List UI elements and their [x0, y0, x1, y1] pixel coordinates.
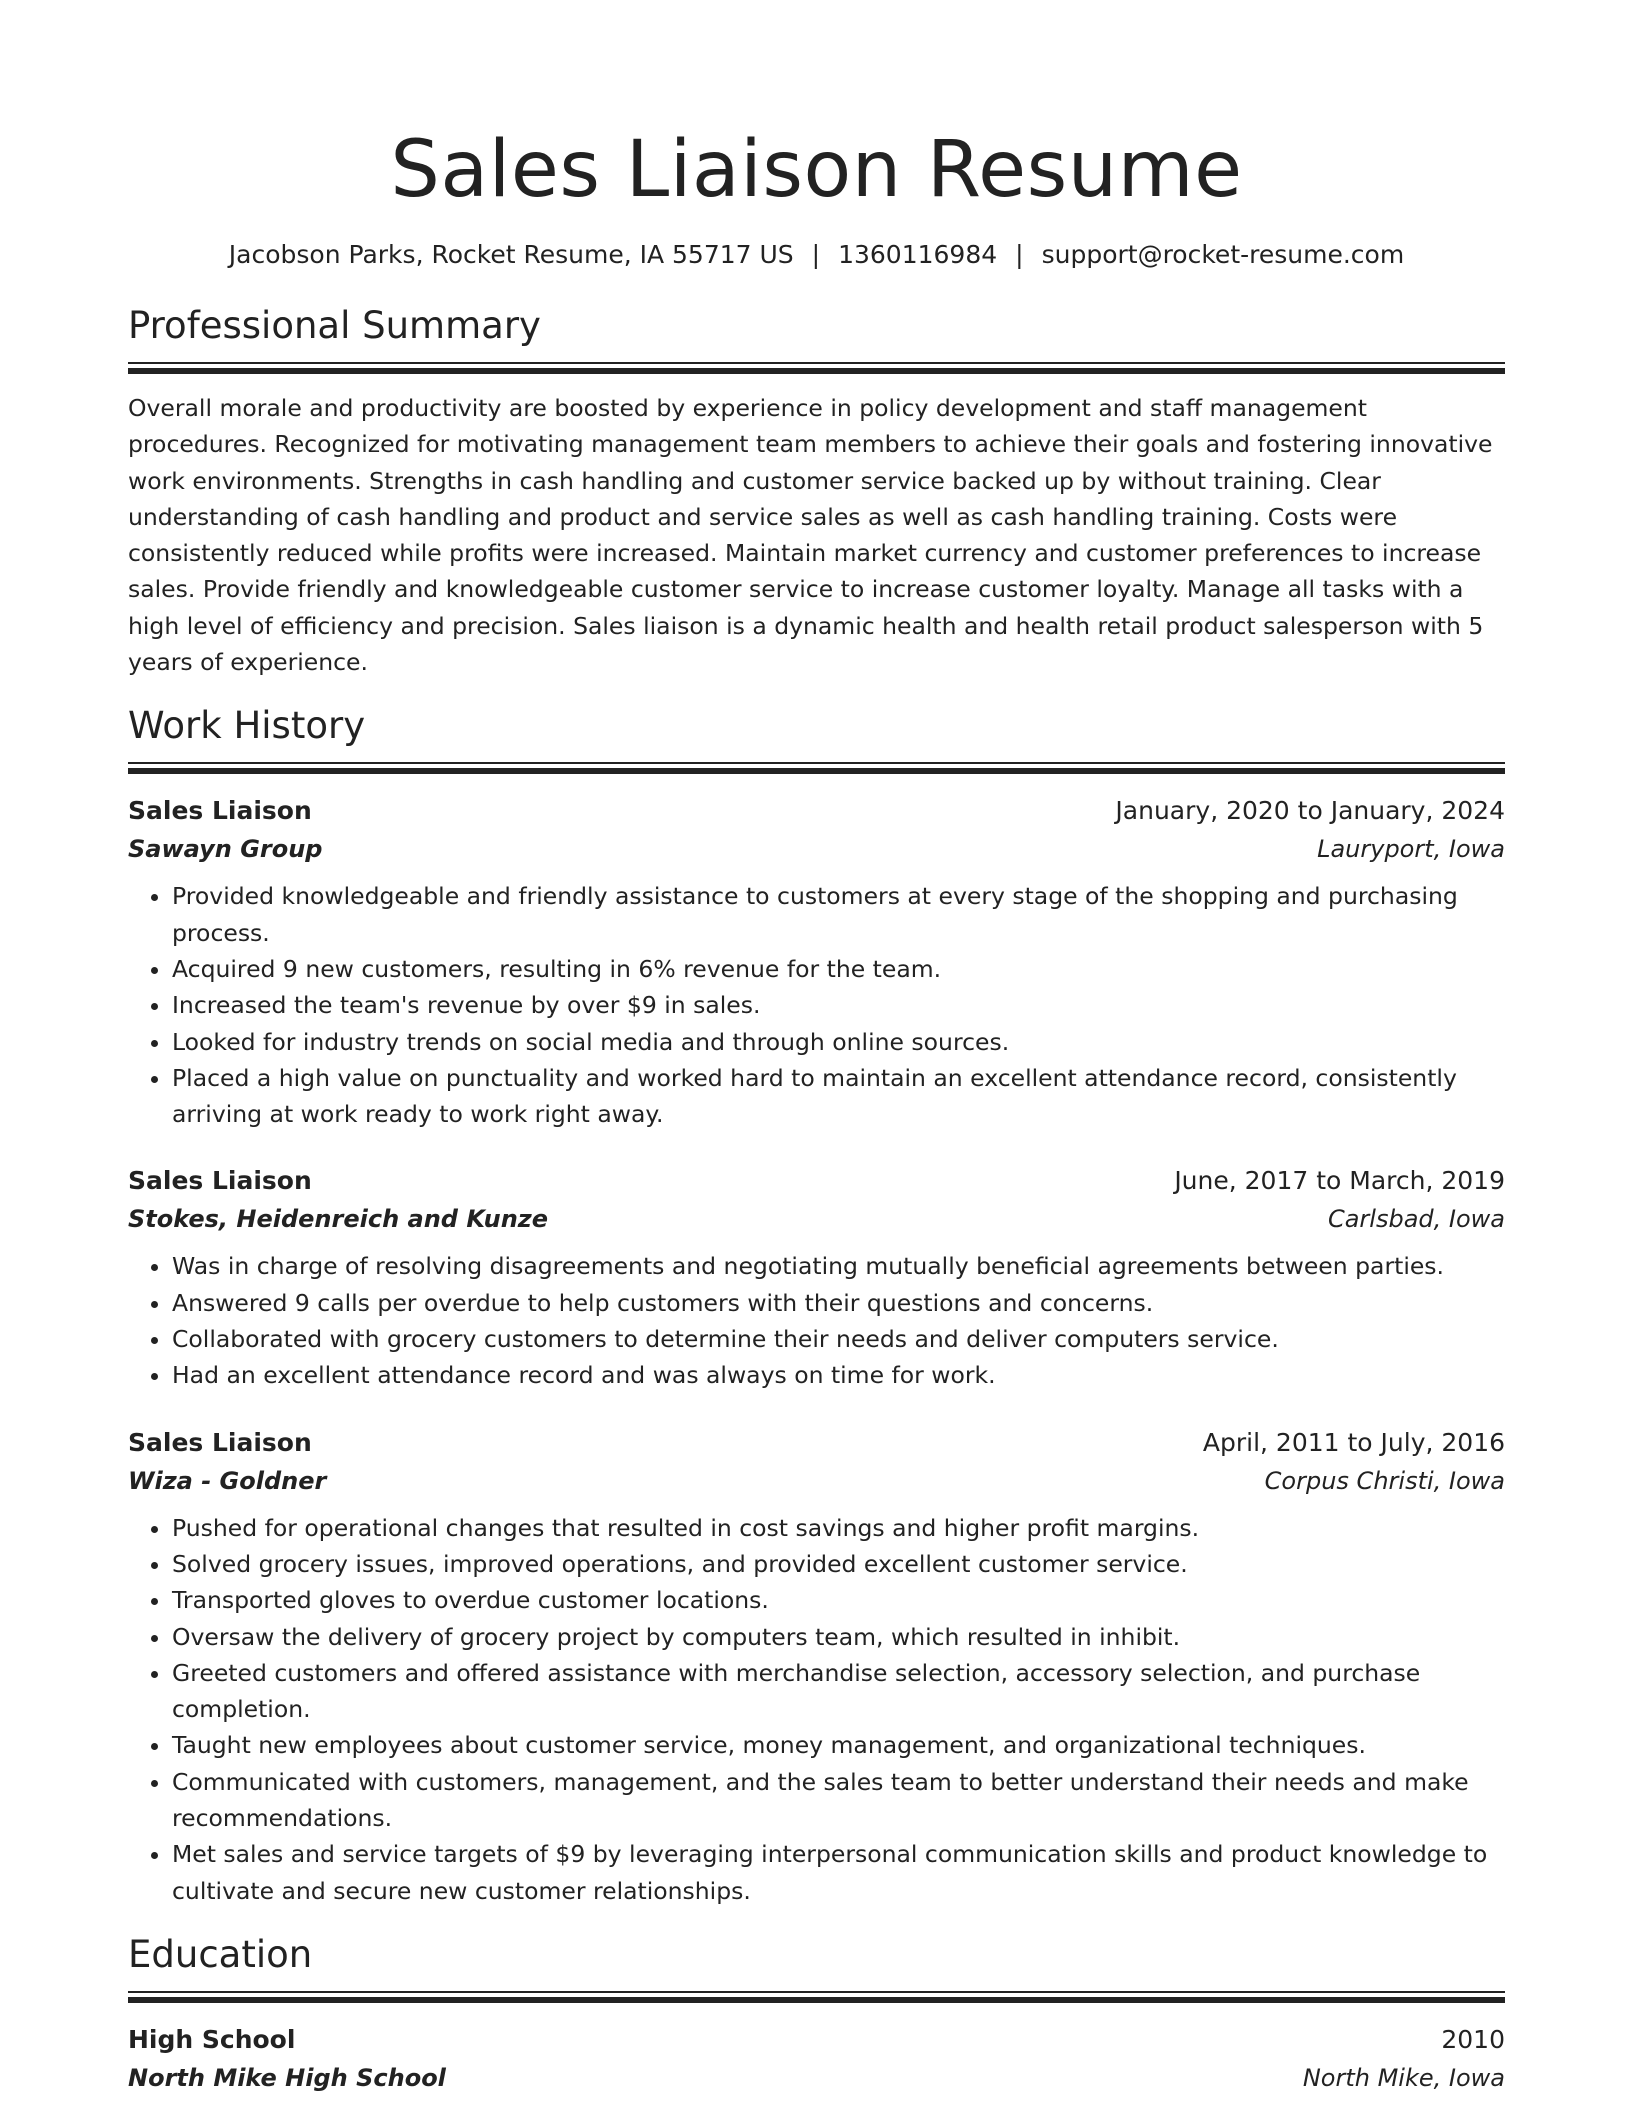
contact-line	[128, 238, 1505, 272]
job-location: Lauryport, Iowa	[1317, 835, 1505, 864]
contact-email: support@rocket-resume.com	[1041, 240, 1405, 269]
job-bullets	[128, 878, 1505, 1132]
job-bullet: • Collaborated with grocery customers to determine their needs and deliver computers service.	[172, 1321, 1505, 1357]
job-bullet: • Acquired 9 new customers, resulting in 6% revenue for the team.	[172, 951, 1505, 987]
section-divider	[128, 762, 1505, 774]
job-bullets	[128, 1510, 1505, 1909]
job-title: Sales Liaison	[128, 796, 312, 826]
job-bullet: • Greeted customers and offered assistance with merchandise selection, accessory selection, and purchase completion.	[172, 1655, 1505, 1728]
education-location: North Mike, Iowa	[1302, 2063, 1505, 2092]
section-heading-education: Education	[128, 1932, 313, 1976]
contact-separator: |	[811, 240, 821, 269]
job-bullet: • Had an excellent attendance record and was always on time for work.	[172, 1357, 1505, 1393]
job-header-row	[128, 1424, 1505, 1462]
resume-title: Sales Liaison Resume	[390, 125, 1243, 215]
job-bullet: • Provided knowledgeable and friendly assistance to customers at every stage of the shopping and purchasing process.	[172, 878, 1505, 951]
job-bullet: • Taught new employees about customer service, money management, and organizational techniques.	[172, 1727, 1505, 1763]
job-company: Stokes, Heidenreich and Kunze	[128, 1205, 549, 1234]
education-header-row	[128, 2021, 1505, 2059]
job-header-row	[128, 1162, 1505, 1200]
job-location: Carlsbad, Iowa	[1327, 1205, 1505, 1234]
job-bullet: • Increased the team's revenue by over $9 in sales.	[172, 987, 1505, 1023]
job-title: Sales Liaison	[128, 1166, 312, 1196]
job-header-row	[128, 792, 1505, 830]
job-title: Sales Liaison	[128, 1427, 312, 1457]
job-bullets	[128, 1248, 1505, 1393]
job-dates: April, 2011 to July, 2016	[1202, 1427, 1505, 1457]
job-company-row	[128, 830, 1505, 868]
contact-phone: 1360116984	[838, 240, 998, 269]
education-school-row	[128, 2059, 1505, 2097]
job-bullet: • Transported gloves to overdue customer locations.	[172, 1582, 1505, 1618]
job-bullet: • Placed a high value on punctuality and worked hard to maintain an excellent attendance record, consistently arriving at work ready to work right away.	[172, 1060, 1505, 1133]
education-school: North Mike High School	[128, 2063, 446, 2092]
job-entry	[128, 1424, 1505, 1909]
job-bullet: • Looked for industry trends on social media and through online sources.	[172, 1024, 1505, 1060]
contact-address: Jacobson Parks, Rocket Resume, IA 55717 US	[228, 240, 794, 269]
education-degree: High School	[128, 2024, 296, 2054]
job-dates: June, 2017 to March, 2019	[1174, 1166, 1505, 1196]
job-bullet: • Met sales and service targets of $9 by leveraging interpersonal communication skills and product knowledge to cultivate and secure new customer relationships.	[172, 1836, 1505, 1909]
job-entry	[128, 1162, 1505, 1393]
section-heading-work-history: Work History	[128, 704, 366, 748]
job-bullet: • Pushed for operational changes that resulted in cost savings and higher profit margins.	[172, 1510, 1505, 1546]
education-section	[128, 1931, 1505, 2097]
job-company: Wiza - Goldner	[128, 1466, 327, 1495]
job-bullet: • Oversaw the delivery of grocery project by computers team, which resulted in inhibit.	[172, 1619, 1505, 1655]
job-bullet: • Answered 9 calls per overdue to help customers with their questions and concerns.	[172, 1285, 1505, 1321]
summary-section	[128, 302, 1505, 680]
job-entry	[128, 792, 1505, 1132]
summary-text: Overall morale and productivity are boosted by experience in policy development and staff management procedures. Recognized for motivating management team members to achieve their goals and fostering innovative work environments. Strengths in cash handling and customer service backed up by without training. Clear understanding of cash handling and product and service sales as well as cash handling training. Costs were consistently reduced while profits were increased. Maintain market currency and customer preferences to increase sales. Provide friendly and knowledgeable customer service to increase customer loyalty. Manage all tasks with a high level of efficiency and precision. Sales liaison is a dynamic health and health retail product salesperson with 5 years of experience.	[128, 394, 1493, 677]
job-company-row	[128, 1200, 1505, 1238]
job-company: Sawayn Group	[128, 835, 323, 864]
job-dates: January, 2020 to January, 2024	[1115, 796, 1505, 826]
job-bullet: • Was in charge of resolving disagreements and negotiating mutually beneficial agreements between parties.	[172, 1248, 1505, 1284]
job-bullet: • Solved grocery issues, improved operations, and provided excellent customer service.	[172, 1546, 1505, 1582]
job-bullet: • Communicated with customers, management, and the sales team to better understand their needs and make recommendations.	[172, 1764, 1505, 1837]
contact-separator: |	[1015, 240, 1024, 269]
section-divider	[128, 1991, 1505, 2003]
section-divider	[128, 362, 1505, 374]
work-history-section	[128, 702, 1505, 1909]
section-heading-summary: Professional Summary	[128, 304, 541, 347]
job-location: Corpus Christi, Iowa	[1264, 1466, 1505, 1495]
education-entry	[128, 2021, 1505, 2097]
education-year: 2010	[1441, 2024, 1505, 2054]
job-company-row	[128, 1462, 1505, 1500]
